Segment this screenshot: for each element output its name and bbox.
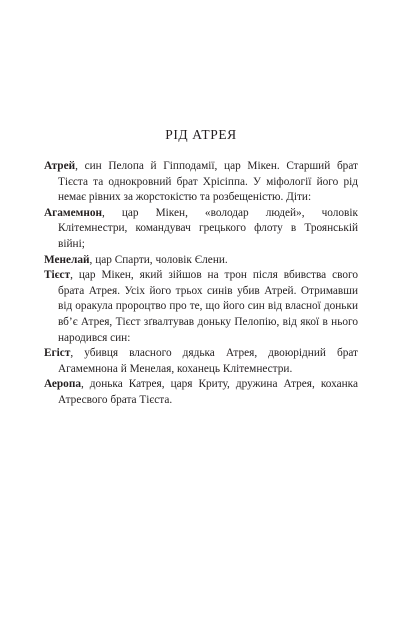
- entry-agamemnon: [44, 206, 358, 253]
- entry-text: , цар Мікен, який зійшов на трон після вбивства свого брата Атрея. Усіх його трьох синів убив Атрей. Отримавши від оракула пророцтво про те, що його син від власної доньки вб’є Атрея, Тієст зґвалтував доньку Пелопію, від якої в нього народився син:: [58, 269, 358, 344]
- entry-name: Менелай: [44, 253, 90, 266]
- entry-menelaus: [44, 253, 358, 269]
- entry-name: Агамемнон: [44, 206, 103, 219]
- entry-name: Аеропа: [44, 378, 81, 391]
- entry-text: , цар Мікен, «володар людей», чоловік Клітемнестри, командувач грецького флоту в Троянській війні;: [58, 206, 358, 250]
- page-title: РІД АТРЕЯ: [165, 127, 237, 142]
- entry-name: Егіст: [44, 347, 71, 360]
- entry-name: Тієст: [44, 269, 71, 282]
- entry-aegisthus: [44, 346, 358, 377]
- entry-name: Атрей: [44, 160, 76, 172]
- entry-text: , убивця власного дядька Атрея, двоюрідний брат Агамемнона й Менелая, коханець Клітемнестри.: [58, 347, 358, 375]
- genealogy-list: [44, 159, 358, 409]
- entry-atreus: [44, 159, 358, 206]
- entry-text: , цар Спарти, чоловік Єлени.: [89, 253, 228, 266]
- entry-text: , син Пелопа й Гіпподамії, цар Мікен. Старший брат Тієста та однокровний брат Хрісіппа. У міфології його рід немає рівних за жорстокістю та розбещеністю. Діти:: [58, 160, 358, 204]
- entry-thyestes: [44, 268, 358, 346]
- entry-text: , донька Катрея, царя Криту, дружина Атрея, коханка Атресвого брата Тієста.: [58, 378, 358, 406]
- entry-aerope: [44, 377, 358, 408]
